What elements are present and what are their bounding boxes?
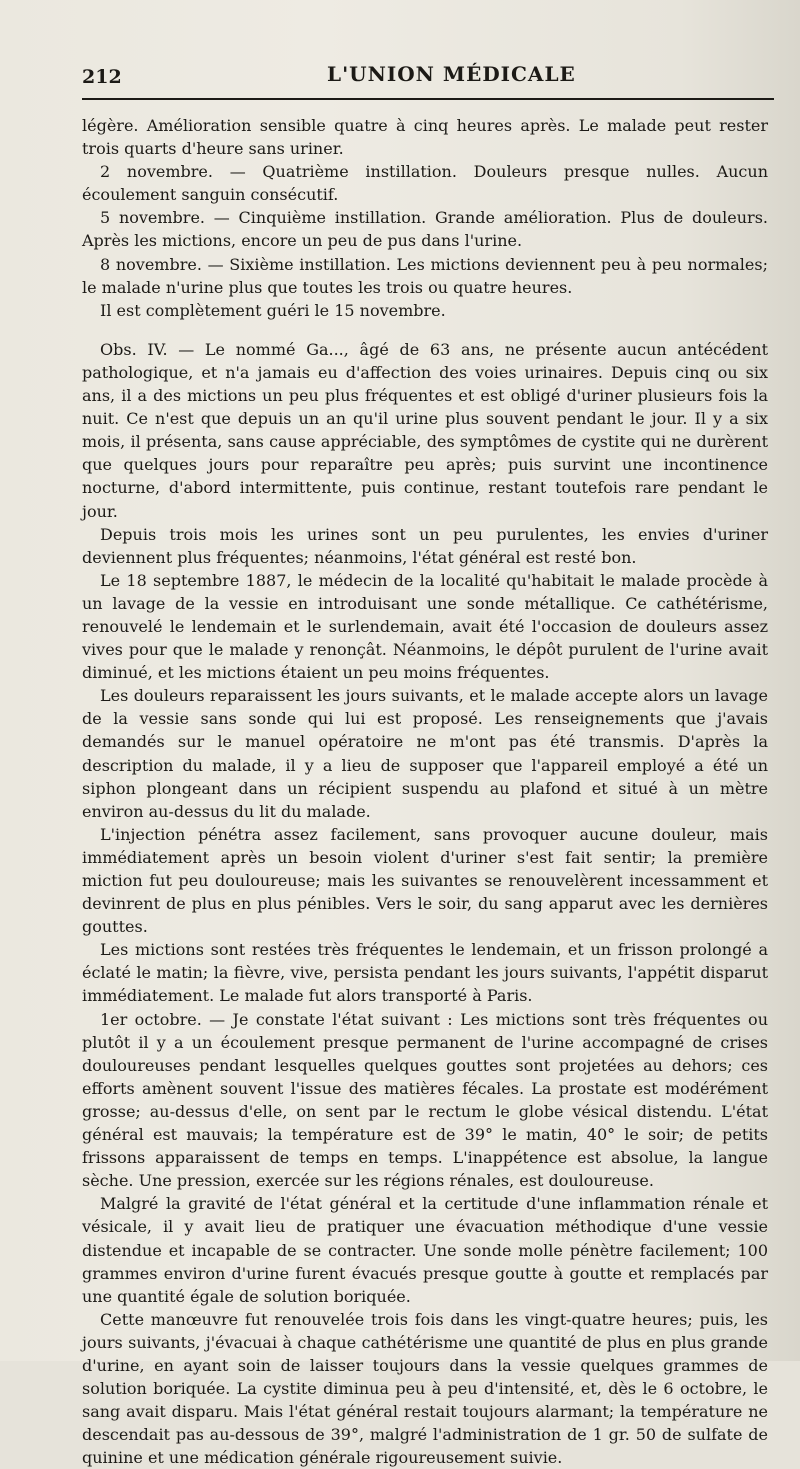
section-gap: [82, 322, 768, 338]
header-rule: [82, 98, 774, 100]
paragraph: Depuis trois mois les urines sont un peu purulentes, les envies d'uriner deviennent plus fréquentes; néanmoins, l'état général est resté bon.: [82, 524, 768, 567]
paragraph: légère. Amélioration sensible quatre à cinq heures après. Le malade peut rester trois quarts d'heure sans uriner.: [82, 116, 768, 159]
article-body: [82, 114, 768, 1469]
paragraph: Les mictions sont restées très fréquentes le lendemain, et un frisson prolongé a éclaté le matin; la fièvre, vive, persista pendant les jours suivants, l'appétit disparut immédiatement. Le malade fut alors transporté à Paris.: [82, 940, 768, 1006]
observation-paragraph: Obs. IV. — Le nommé Ga..., âgé de 63 ans, ne présente aucun antécédent pathologique, et n'a jamais eu d'affection des voies urinaires. Depuis cinq ou six ans, il a des mictions un peu plus fréquentes et est obligé d'uriner plusieurs fois la nuit. Ce n'est que depuis un an qu'il urine plus souvent pendant le jour. Il y a six mois, il présenta, sans cause appréciable, des symptômes de cystite qui ne durèrent que quelques jours pour reparaître peu après; puis survint une incontinence nocturne, d'abord intermittente, puis continue, restant toutefois rare pendant le jour.: [82, 339, 768, 521]
paragraph: L'injection pénétra assez facilement, sans provoquer aucune douleur, mais immédiatement après un besoin violent d'uriner s'est fait sentir; la première miction fut peu douloureuse; mais les suivantes se renouvelèrent incessamment et devinrent de plus en plus pénibles. Vers le soir, du sang apparut avec les dernières gouttes.: [82, 824, 768, 937]
paragraph: Cette manœuvre fut renouvelée trois fois dans les vingt-quatre heures; puis, les jours suivants, j'évacuai à chaque cathétérisme une quantité de plus en plus grande d'urine, en ayant soin de laisser toujours dans la vessie quelques grammes de solution boriquée. La cystite diminua peu à peu d'intensité, et, dès le 6 octobre, le sang avait disparu. Mais l'état général restait toujours alarmant; la température ne descendait pas au-dessous de 39°, malgré l'administration de 1 gr. 50 de sulfate de quinine et une médication générale rigoureusement suivie.: [82, 1309, 768, 1468]
page-header: [82, 60, 772, 90]
paragraph: Le 18 septembre 1887, le médecin de la localité qu'habitait le malade procède à un lavage de la vessie en introduisant une sonde métallique. Ce cathétérisme, renouvelé le lendemain et le surlendemain, avait été l'occasion de douleurs assez vives pour que le malade y renonçât. Néanmoins, le dépôt purulent de l'urine avait diminué, et les mictions étaient un peu moins fréquentes.: [82, 570, 768, 683]
paragraph: Les douleurs reparaissent les jours suivants, et le malade accepte alors un lavage de la vessie sans sonde qui lui est proposé. Les renseignements que j'avais demandés sur le manuel opératoire ne m'ont pas été transmis. D'après la description du malade, il y a lieu de supposer que l'appareil employé a été un siphon plongeant dans un récipient suspendu au plafond et situé à un mètre environ au-dessus du lit du malade.: [82, 686, 768, 821]
paragraph: 8 novembre. — Sixième instillation. Les mictions deviennent peu à peu normales; le malade n'urine plus que toutes les trois ou quatre heures.: [82, 254, 768, 297]
paragraph: Il est complètement guéri le 15 novembre.: [100, 300, 446, 320]
paragraph: 5 novembre. — Cinquième instillation. Grande amélioration. Plus de douleurs. Après les mictions, encore un peu de pus dans l'urine.: [82, 208, 768, 251]
paragraph: 1er octobre. — Je constate l'état suivant : Les mictions sont très fréquentes ou plutôt il y a un écoulement presque permanent de l'urine accompagné de crises douloureuses pendant lesquelles quelques gouttes sont projetées au dehors; ces efforts amènent souvent l'issue des matières fécales. La prostate est modérément grosse; au-dessus d'elle, on sent par le rectum le globe vésical distendu. L'état général est mauvais; la température est de 39° le matin, 40° le soir; de petits frissons apparaissent de temps en temps. L'inappétence est absolue, la langue sèche. Une pression, exercée sur les régions rénales, est douloureuse.: [82, 1009, 768, 1191]
running-title: L'UNION MÉDICALE: [327, 62, 576, 86]
paragraph: Malgré la gravité de l'état général et la certitude d'une inflammation rénale et vésicale, il y avait lieu de pratiquer une évacuation méthodique d'une vessie distendue et incapable de se contracter. Une sonde molle pénètre facilement; 100 grammes environ d'urine furent évacués presque goutte à goutte et remplacés par une quantité égale de solution boriquée.: [82, 1194, 768, 1306]
page-number: 212: [82, 66, 122, 88]
paragraph: 2 novembre. — Quatrième instillation. Douleurs presque nulles. Aucun écoulement sanguin consécutif.: [82, 162, 768, 205]
